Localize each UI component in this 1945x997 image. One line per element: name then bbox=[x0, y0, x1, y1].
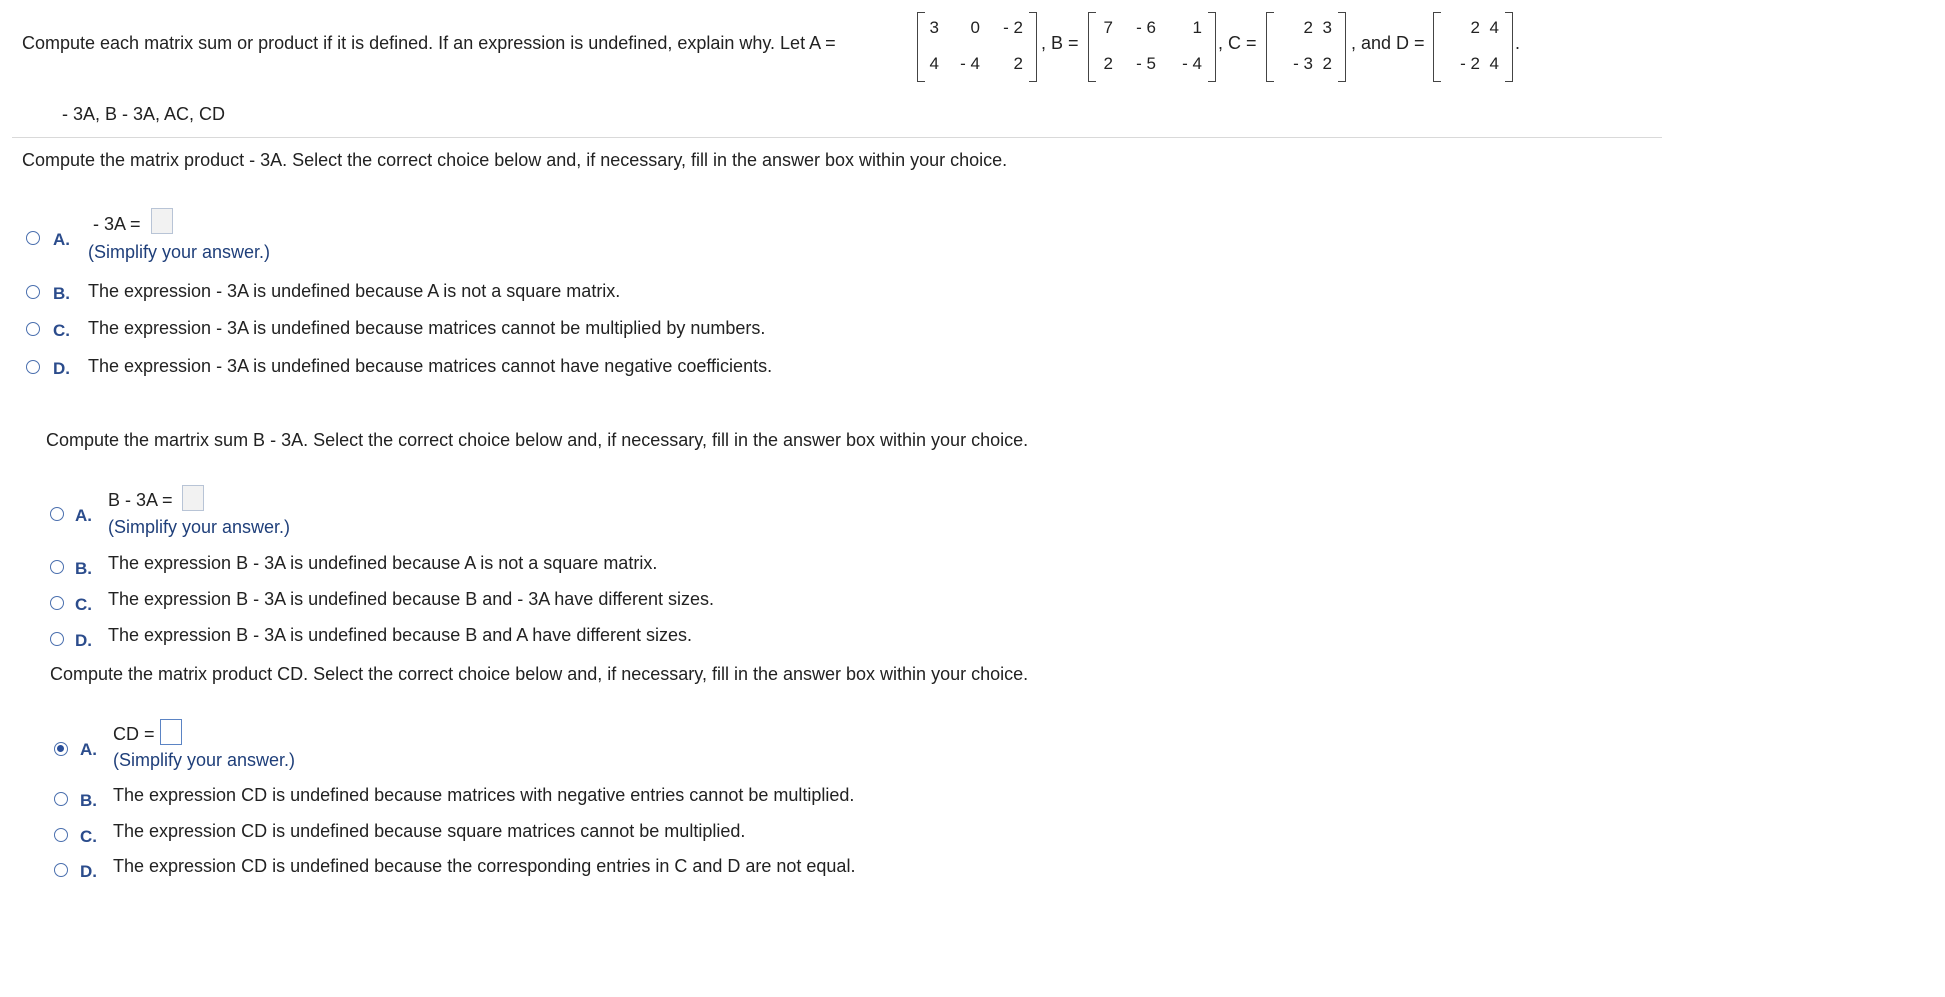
q1-option-c-radio[interactable] bbox=[26, 322, 40, 336]
matrix-b-cell: 1 bbox=[1192, 18, 1202, 37]
q2-hint: (Simplify your answer.) bbox=[108, 517, 291, 537]
q3-option-a-radio[interactable] bbox=[54, 742, 68, 756]
q3-option-c-letter: C. bbox=[80, 827, 97, 846]
matrix-b-cell: 7 bbox=[1103, 18, 1113, 37]
q2-answer-label: B - 3A = bbox=[108, 490, 173, 510]
q1-option-d-text: The expression - 3A is undefined because matrices cannot have negative coefficients. bbox=[88, 356, 773, 376]
matrix-b-cell: - 6 bbox=[1136, 18, 1156, 37]
q2-option-b-text: The expression B - 3A is undefined because A is not a square matrix. bbox=[108, 553, 658, 573]
matrix-d-cell: 4 bbox=[1489, 54, 1499, 73]
q1-option-a-radio[interactable] bbox=[26, 231, 40, 245]
q3-hint: (Simplify your answer.) bbox=[113, 750, 296, 770]
matrix-b bbox=[1088, 12, 1216, 82]
q2-question: Compute the martrix sum B - 3A. Select the correct choice below and, if necessary, fill in the answer box within your choice. bbox=[46, 430, 1029, 450]
c-label: , C = bbox=[1218, 33, 1257, 53]
q3-option-c-text: The expression CD is undefined because square matrices cannot be multiplied. bbox=[113, 821, 746, 841]
q3-answer-box[interactable] bbox=[160, 719, 182, 745]
matrix-d-cell: 4 bbox=[1489, 18, 1499, 37]
problem-prompt: Compute each matrix sum or product if it is defined. If an expression is undefined, explain why. Let A = bbox=[22, 33, 836, 53]
q1-answer-box[interactable] bbox=[151, 208, 173, 234]
q1-option-b-radio[interactable] bbox=[26, 285, 40, 299]
matrix-a-cell: 4 bbox=[929, 54, 939, 73]
matrix-a-cell: 3 bbox=[929, 18, 939, 37]
q3-option-a-letter: A. bbox=[80, 740, 97, 759]
prompt-end: . bbox=[1515, 33, 1521, 53]
q3-option-b-radio[interactable] bbox=[54, 792, 68, 806]
matrix-c-cell: - 3 bbox=[1293, 54, 1313, 73]
matrix-a-cell: 2 bbox=[1013, 54, 1023, 73]
q3-option-d-radio[interactable] bbox=[54, 863, 68, 877]
q2-option-a-letter: A. bbox=[75, 506, 92, 525]
q1-option-b-text: The expression - 3A is undefined because A is not a square matrix. bbox=[88, 281, 621, 301]
q1-option-a-letter: A. bbox=[53, 230, 70, 249]
matrix-d-cell: 2 bbox=[1470, 18, 1480, 37]
matrix-c bbox=[1266, 12, 1346, 82]
matrix-a-cell: - 2 bbox=[1003, 18, 1023, 37]
q3-option-d-text: The expression CD is undefined because the corresponding entries in C and D are not equal. bbox=[113, 856, 856, 876]
q3-option-d-letter: D. bbox=[80, 862, 97, 881]
q2-answer-box[interactable] bbox=[182, 485, 204, 511]
matrix-b-cell: - 4 bbox=[1182, 54, 1202, 73]
b-label: , B = bbox=[1041, 33, 1079, 53]
d-label: , and D = bbox=[1351, 33, 1425, 53]
q3-option-c-radio[interactable] bbox=[54, 828, 68, 842]
q2-option-d-text: The expression B - 3A is undefined because B and A have different sizes. bbox=[108, 625, 693, 645]
matrix-d-cell: - 2 bbox=[1460, 54, 1480, 73]
q1-option-b-letter: B. bbox=[53, 284, 70, 303]
q2-option-b-radio[interactable] bbox=[50, 560, 64, 574]
matrix-a-cell: - 4 bbox=[960, 54, 980, 73]
matrix-c-cell: 2 bbox=[1303, 18, 1313, 37]
q3-option-b-letter: B. bbox=[80, 791, 97, 810]
matrix-a bbox=[917, 12, 1037, 82]
matrix-c-cell: 2 bbox=[1322, 54, 1332, 73]
q2-option-c-radio[interactable] bbox=[50, 596, 64, 610]
matrix-d bbox=[1433, 12, 1513, 82]
matrix-a-cell: 0 bbox=[970, 18, 980, 37]
q1-answer-label: - 3A = bbox=[93, 214, 141, 234]
q3-question: Compute the matrix product CD. Select the correct choice below and, if necessary, fill in the answer box within your choice. bbox=[50, 664, 1029, 684]
q2-option-a-radio[interactable] bbox=[50, 507, 64, 521]
matrix-b-cell: 2 bbox=[1103, 54, 1113, 73]
q2-option-c-text: The expression B - 3A is undefined because B and - 3A have different sizes. bbox=[108, 589, 715, 609]
q2-option-d-letter: D. bbox=[75, 631, 92, 650]
divider bbox=[12, 137, 1662, 138]
q1-hint: (Simplify your answer.) bbox=[88, 242, 271, 262]
q3-option-b-text: The expression CD is undefined because matrices with negative entries cannot be multiplied. bbox=[113, 785, 855, 805]
q2-option-c-letter: C. bbox=[75, 595, 92, 614]
q1-question: Compute the matrix product - 3A. Select the correct choice below and, if necessary, fill in the answer box within your choice. bbox=[22, 150, 1008, 170]
expressions-list: - 3A, B - 3A, AC, CD bbox=[62, 104, 226, 124]
q2-option-d-radio[interactable] bbox=[50, 632, 64, 646]
q1-option-c-text: The expression - 3A is undefined because matrices cannot be multiplied by numbers. bbox=[88, 318, 766, 338]
q1-option-d-radio[interactable] bbox=[26, 360, 40, 374]
q2-option-b-letter: B. bbox=[75, 559, 92, 578]
matrix-c-cell: 3 bbox=[1322, 18, 1332, 37]
q1-option-c-letter: C. bbox=[53, 321, 70, 340]
q3-answer-label: CD = bbox=[113, 724, 155, 744]
matrix-b-cell: - 5 bbox=[1136, 54, 1156, 73]
q1-option-d-letter: D. bbox=[53, 359, 70, 378]
